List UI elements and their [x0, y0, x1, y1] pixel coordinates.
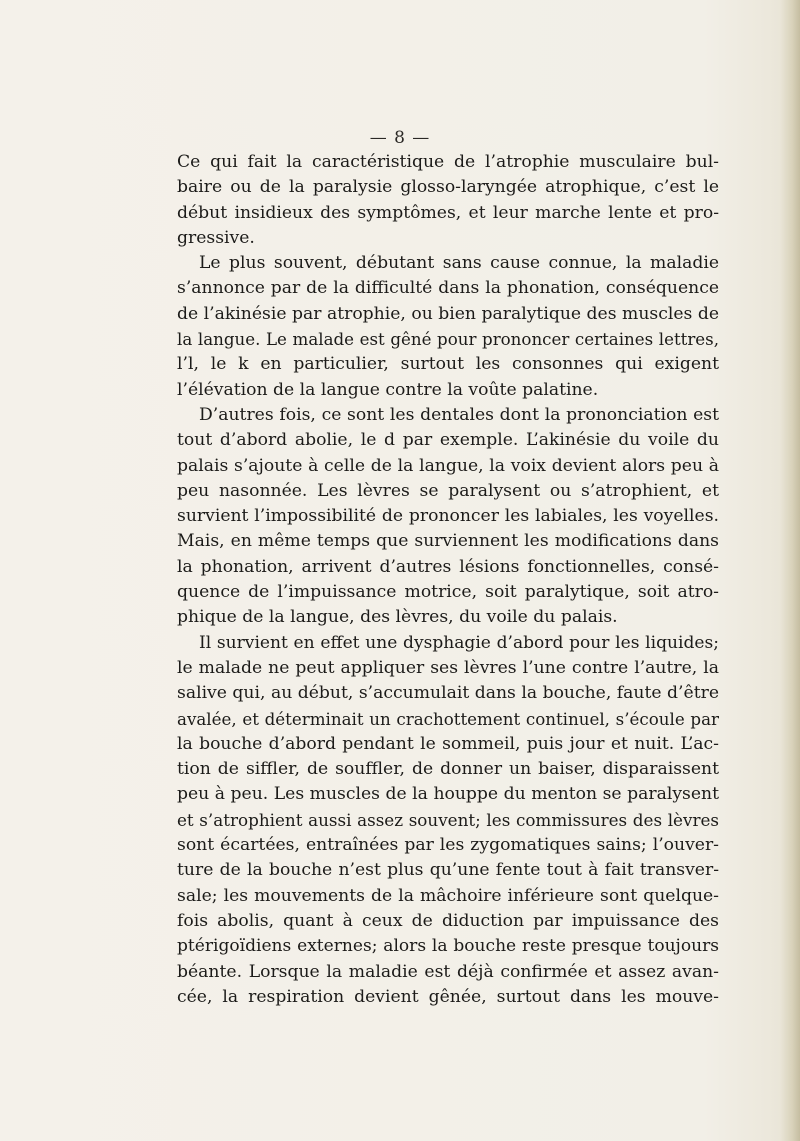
page-edge-shadow — [780, 0, 800, 1141]
text-line: peu à peu. Les muscles de la houppe du menton se paralysent — [177, 784, 719, 805]
page-number: — 8 — — [369, 128, 431, 148]
text-line: début insidieux des symptômes, et leur marche lente et pro- — [177, 202, 719, 223]
text-line: phique de la langue, des lèvres, du voile du palais. — [177, 607, 618, 628]
text-line: Il survient en effet une dysphagie d’abord pour les liquides; — [199, 632, 719, 653]
body-text — [177, 150, 719, 1010]
text-line: tion de siffler, de souffler, de donner un baiser, disparaissent — [177, 759, 719, 780]
paragraph-3 — [177, 403, 719, 631]
text-line: avalée, et déterminait un crachottement continuel, s’écoule par — [177, 709, 719, 729]
paragraph-1 — [177, 150, 719, 251]
paragraph-4 — [177, 631, 719, 1010]
text-line: la bouche d’abord pendant le sommeil, puis jour et nuit. L’ac- — [177, 733, 719, 754]
text-line: palais s’ajoute à celle de la langue, la voix devient alors peu à — [177, 455, 719, 476]
text-line: l’l, le k en particulier, surtout les consonnes qui exigent — [177, 354, 719, 375]
text-line: sale; les mouvements de la mâchoire inférieure sont quelque- — [177, 885, 719, 906]
text-line: D’autres fois, ce sont les dentales dont la prononciation est — [199, 404, 719, 425]
text-line: fois abolis, quant à ceux de diduction par impuissance des — [177, 910, 719, 931]
text-line: survient l’impossibilité de prononcer les labiales, les voyelles. — [177, 506, 719, 527]
text-line: le malade ne peut appliquer ses lèvres l’une contre l’autre, la — [177, 657, 719, 678]
text-line: peu nasonnée. Les lèvres se paralysent ou s’atrophient, et — [177, 480, 719, 501]
text-line: et s’atrophient aussi assez souvent; les commissures des lèvres — [177, 809, 719, 830]
text-line: la phonation, arrivent d’autres lésions fonctionnelles, consé- — [177, 556, 719, 577]
text-line: de l’akinésie par atrophie, ou bien paralytique des muscles de — [177, 303, 719, 324]
text-line: cée, la respiration devient gênée, surtout dans les mouve- — [177, 986, 719, 1007]
text-line: Ce qui fait la caractéristique de l’atrophie musculaire bul- — [177, 152, 719, 172]
text-line: l’élévation de la langue contre la voûte palatine. — [177, 379, 599, 400]
text-line: ture de la bouche n’est plus qu’une fente tout à fait transver- — [177, 860, 719, 881]
text-line: baire ou de la paralysie glosso-laryngée atrophique, c’est le — [177, 177, 719, 198]
text-line: sont écartées, entraînées par les zygomatiques sains; l’ouver- — [177, 835, 719, 856]
text-line: Le plus souvent, débutant sans cause connue, la maladie — [199, 253, 719, 274]
text-line: quence de l’impuissance motrice, soit paralytique, soit atro- — [177, 582, 719, 603]
text-line: Mais, en même temps que surviennent les modifications dans — [177, 531, 719, 552]
paragraph-2 — [177, 251, 719, 403]
text-line: béante. Lorsque la maladie est déjà confirmée et assez avan- — [177, 961, 719, 982]
text-line: s’annonce par de la difficulté dans la phonation, conséquence — [177, 278, 719, 299]
text-line: salive qui, au début, s’accumulait dans la bouche, faute d’être — [177, 683, 719, 704]
text-line: gressive. — [177, 227, 255, 248]
text-line: ptérigoïdiens externes; alors la bouche reste presque toujours — [177, 936, 719, 957]
text-line: tout d’abord abolie, le d par exemple. L’akinésie du voile du — [177, 430, 719, 451]
text-line: la langue. Le malade est gêné pour prononcer certaines lettres, — [177, 330, 719, 350]
